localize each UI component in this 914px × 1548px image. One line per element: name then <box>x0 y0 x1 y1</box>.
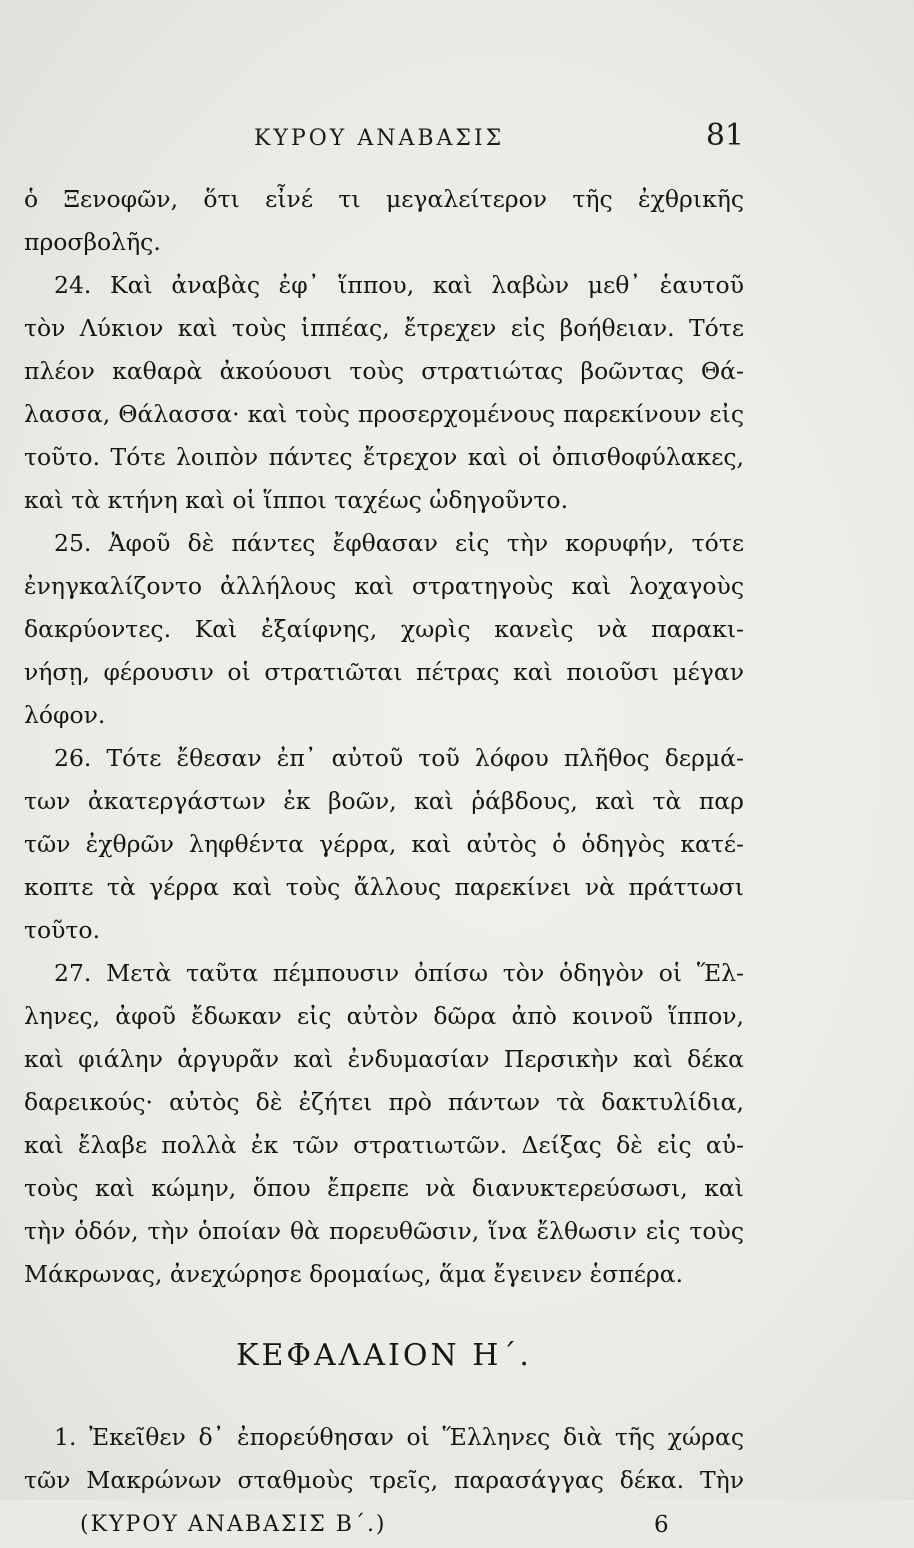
text-line: καὶ τὰ κτήνη καὶ οἱ ἵπποι ταχέως ὡδηγοῦντο. <box>24 486 569 514</box>
text-line: κοπτε τὰ γέρρα καὶ τοὺς ἄλλους παρεκίνει νὰ πράττωσι <box>24 873 744 901</box>
text-line: ληνες, ἀφοῦ ἔδωκαν εἰς αὐτὸν δῶρα ἀπὸ κοινοῦ ἵππον, <box>24 1002 744 1030</box>
spacer <box>24 1382 744 1416</box>
paragraph-1-start: 1. Ἐκεῖθεν δ᾽ ἐπορεύθησαν οἱ Ἕλληνες διὰ τῆς χώρας <box>54 1423 744 1451</box>
spacer <box>24 1296 744 1330</box>
page-number: 81 <box>705 118 744 153</box>
body-text <box>24 178 744 1548</box>
chapter-heading: ΚΕΦΑΛΑΙΟΝ Η΄. <box>236 1338 532 1373</box>
text-line: των ἀκατεργάστων ἐκ βοῶν, καὶ ῥάβδους, καὶ τὰ παρ <box>24 787 744 815</box>
text-line: καὶ φιάλην ἀργυρᾶν καὶ ἐνδυμασίαν Περσικὴν καὶ δέκα <box>24 1045 744 1073</box>
paragraph-25-start: 25. Ἀφοῦ δὲ πάντες ἔφθασαν εἰς τὴν κορυφήν, τότε <box>54 529 744 557</box>
printer-signature: (ΚΥΡΟΥ ΑΝΑΒΑΣΙΣ Β΄.) <box>80 1512 387 1537</box>
running-title: ΚΥΡΟΥ ΑΝΑΒΑΣΙΣ <box>254 126 505 151</box>
text-line: τοῦτο. <box>24 916 101 944</box>
text-line: δαρεικούς· αὐτὸς δὲ ἐζήτει πρὸ πάντων τὰ δακτυλίδια, <box>24 1088 744 1116</box>
text-line: προσβολῆς. <box>24 228 161 256</box>
paragraph-26-start: 26. Τότε ἔθεσαν ἐπ᾽ αὐτοῦ τοῦ λόφου πλῆθος δερμά- <box>54 744 744 772</box>
text-line: τοὺς καὶ κώμην, ὅπου ἔπρεπε νὰ διανυκτερεύσωσι, καὶ <box>24 1174 744 1202</box>
text-line: τὸν Λύκιον καὶ τοὺς ἱππέας, ἔτρεχεν εἰς βοήθειαν. Τότε <box>24 314 744 342</box>
text-line: τὴν ὁδόν, τὴν ὁποίαν θὰ πορευθῶσιν, ἵνα ἔλθωσιν εἰς τοὺς <box>24 1217 744 1245</box>
text-line: ἐνηγκαλίζοντο ἀλλήλους καὶ στρατηγοὺς καὶ λοχαγοὺς <box>24 572 744 600</box>
text-line: καὶ ἔλαβε πολλὰ ἐκ τῶν στρατιωτῶν. Δείξας δὲ εἰς αὐ- <box>24 1131 744 1159</box>
paragraph-27-start: 27. Μετὰ ταῦτα πέμπουσιν ὀπίσω τὸν ὁδηγὸν οἱ Ἕλ- <box>54 959 744 987</box>
text-line: νήσῃ, φέρουσιν οἱ στρατιῶται πέτρας καὶ ποιοῦσι μέγαν <box>24 658 744 686</box>
text-line: τοῦτο. Τότε λοιπὸν πάντες ἔτρεχον καὶ οἱ ὀπισθοφύλακες, <box>24 443 744 471</box>
text-line: δακρύοντες. Καὶ ἐξαίφνης, χωρὶς κανεὶς νὰ παρακι- <box>24 615 744 643</box>
text-line: λασσα, Θάλασσα· καὶ τοὺς προσερχομένους παρεκίνουν εἰς <box>24 400 744 428</box>
running-head <box>24 118 744 158</box>
text-line: τῶν ἐχθρῶν ληφθέντα γέρρα, καὶ αὐτὸς ὁ ὁδηγὸς κατέ- <box>24 830 744 858</box>
text-line: Μάκρωνας, ἀνεχώρησε δρομαίως, ἅμα ἔγεινεν ἑσπέρα. <box>24 1260 684 1288</box>
footer <box>24 1502 744 1548</box>
text-line: πλέον καθαρὰ ἀκούουσι τοὺς στρατιώτας βοῶντας Θά- <box>24 357 744 385</box>
paragraph-24-start: 24. Καὶ ἀναβὰς ἐφ᾽ ἵππου, καὶ λαβὼν μεθ᾽ ἑαυτοῦ <box>54 271 744 299</box>
signature-number: 6 <box>654 1512 669 1538</box>
text-line: λόφον. <box>24 701 106 729</box>
text-line: ὁ Ξενοφῶν, ὅτι εἶνέ τι μεγαλείτερον τῆς ἐχθρικῆς <box>24 185 744 213</box>
text-line: τῶν Μακρώνων σταθμοὺς τρεῖς, παρασάγγας δέκα. Τὴν <box>24 1466 744 1494</box>
